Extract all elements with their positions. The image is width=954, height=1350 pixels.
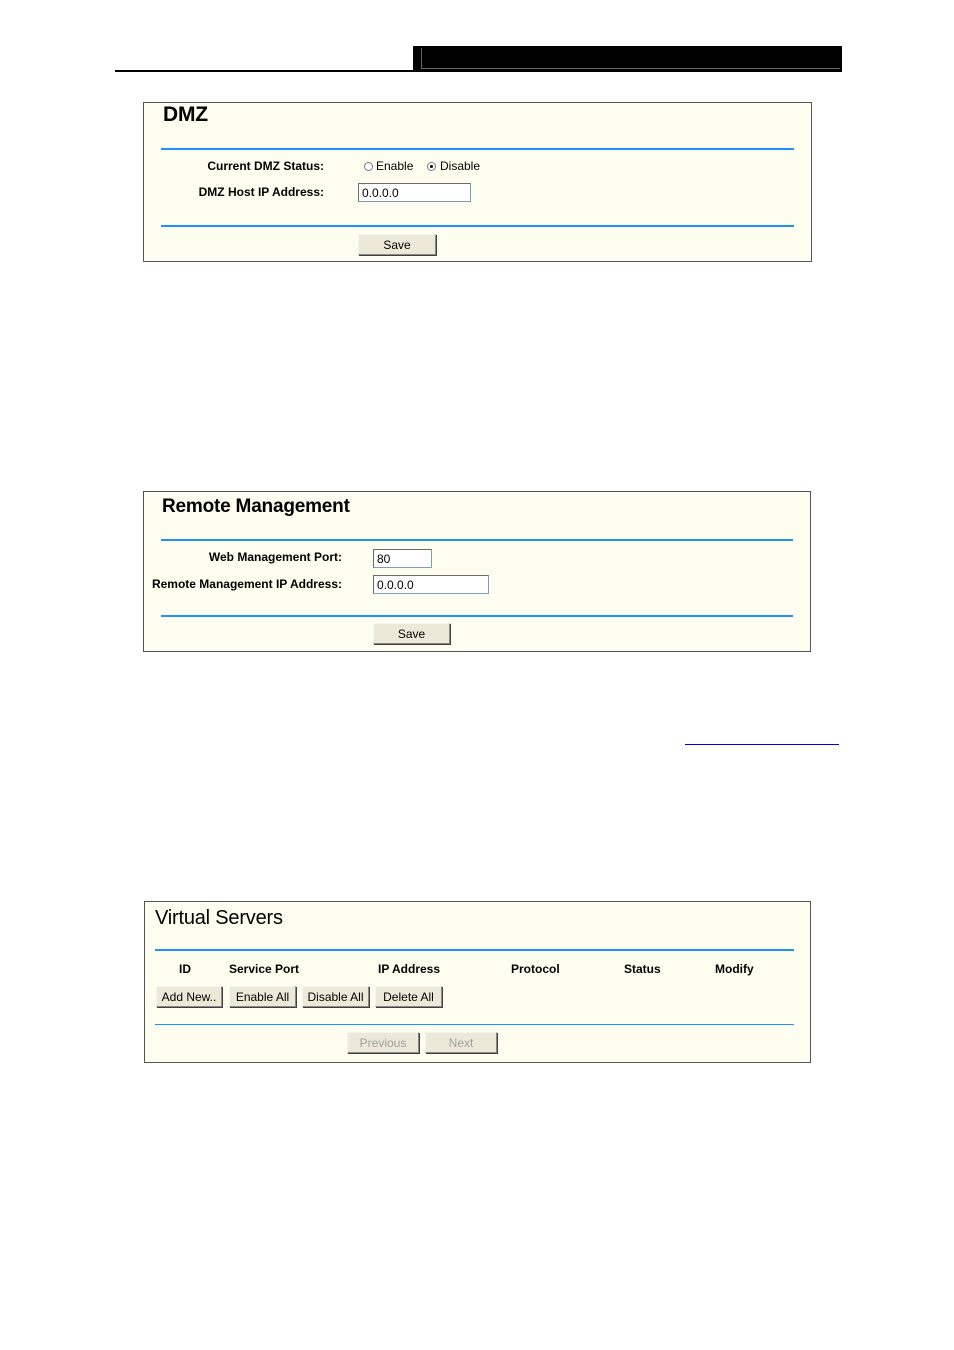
remote-ip-input[interactable]: [373, 575, 489, 594]
delete-all-button[interactable]: Delete All: [375, 986, 442, 1007]
add-new-button[interactable]: Add New..: [156, 986, 222, 1007]
remote-divider-bottom: [161, 615, 793, 617]
dmz-enable-radio[interactable]: [364, 162, 373, 171]
previous-button[interactable]: Previous: [347, 1032, 419, 1053]
dmz-title: DMZ: [163, 103, 208, 126]
dmz-save-button[interactable]: Save: [358, 234, 436, 255]
virtual-servers-panel: [144, 901, 811, 1063]
dmz-status-label: Current DMZ Status:: [207, 159, 324, 173]
enable-all-button[interactable]: Enable All: [229, 986, 296, 1007]
virtual-servers-title: Virtual Servers: [155, 907, 283, 929]
dmz-enable-label: Enable: [376, 159, 414, 173]
header-rule: [115, 70, 415, 72]
remote-panel: [143, 491, 811, 652]
disable-all-button[interactable]: Disable All: [302, 986, 369, 1007]
col-status: Status: [624, 962, 661, 976]
remote-ip-label: Remote Management IP Address:: [151, 577, 342, 591]
dmz-panel: [143, 102, 812, 262]
dmz-host-ip-input[interactable]: [358, 183, 471, 202]
col-service-port: Service Port: [229, 962, 300, 976]
virtual-divider-bottom: [155, 1024, 794, 1025]
remote-port-input[interactable]: [373, 549, 432, 568]
virtual-divider-top: [155, 949, 794, 951]
col-id: ID: [179, 962, 191, 976]
link-underline: [685, 744, 839, 745]
remote-title: Remote Management: [162, 496, 350, 517]
remote-port-label: Web Management Port:: [208, 550, 342, 564]
header-bar: [413, 46, 842, 72]
col-protocol: Protocol: [511, 962, 560, 976]
next-button[interactable]: Next: [425, 1032, 497, 1053]
dmz-disable-label: Disable: [440, 159, 481, 173]
dmz-divider-top: [161, 148, 794, 150]
remote-divider-top: [161, 539, 793, 541]
col-ip-address: IP Address: [378, 962, 441, 976]
dmz-divider-bottom: [161, 225, 794, 227]
dmz-host-ip-label: DMZ Host IP Address:: [198, 185, 324, 199]
remote-save-button[interactable]: Save: [373, 623, 450, 644]
dmz-disable-radio[interactable]: [427, 162, 436, 171]
col-modify: Modify: [715, 962, 754, 976]
